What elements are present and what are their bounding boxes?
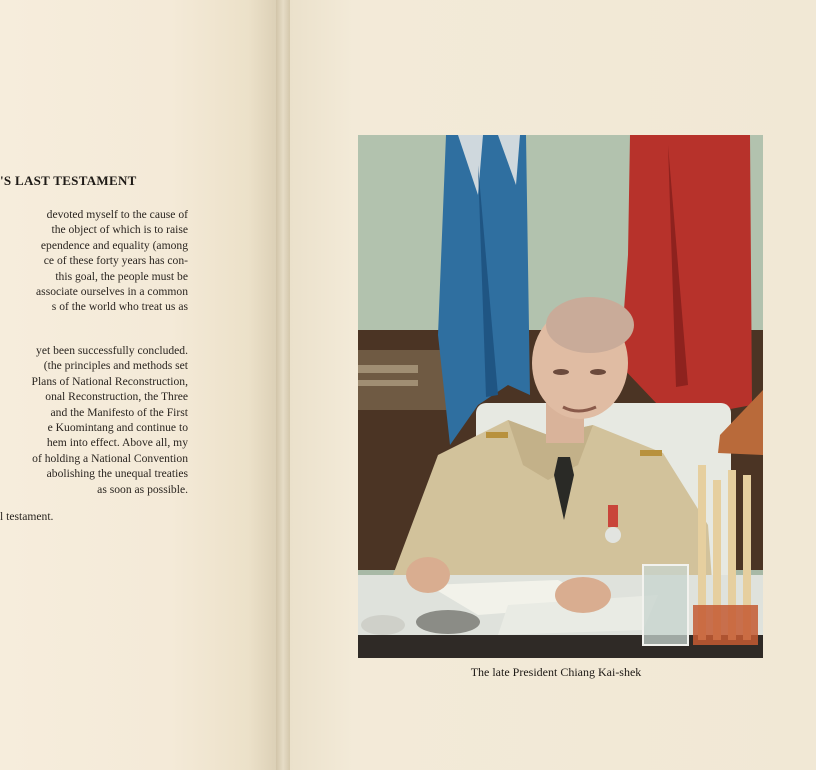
text-line: ce of these forty years has con- xyxy=(43,254,188,268)
text-line: associate ourselves in a common xyxy=(36,284,188,298)
portrait-photo xyxy=(358,135,763,658)
testament-heading: 'S LAST TESTAMENT xyxy=(0,173,137,188)
text-line: onal Reconstruction, the Three xyxy=(45,390,188,404)
text-line: s of the world who treat us as xyxy=(51,300,188,314)
text-line: this goal, the people must be xyxy=(55,269,188,283)
testament-paragraph-2 xyxy=(0,343,188,497)
text-line: l testament. xyxy=(0,510,54,523)
text-line: of holding a National Convention xyxy=(32,451,188,465)
photo-caption: The late President Chiang Kai-shek xyxy=(470,665,642,679)
text-line: ependence and equality (among xyxy=(40,238,188,252)
text-line: Plans of National Reconstruction, xyxy=(31,374,188,388)
text-line: abolishing the unequal treaties xyxy=(46,467,188,481)
text-line: e Kuomintang and continue to xyxy=(47,420,188,434)
text-line: and the Manifesto of the First xyxy=(50,405,188,419)
testament-paragraph-1 xyxy=(0,207,188,315)
left-page xyxy=(0,0,282,770)
portrait-illustration xyxy=(358,135,763,658)
testament-paragraph-3 xyxy=(0,509,188,524)
text-line: hem into effect. Above all, my xyxy=(46,436,188,450)
text-line: (the principles and methods set xyxy=(43,359,188,373)
text-line: as soon as possible. xyxy=(97,482,188,496)
text-line: devoted myself to the cause of xyxy=(46,208,188,221)
text-line: the object of which is to raise xyxy=(51,223,188,237)
text-line: yet been successfully concluded. xyxy=(36,344,188,357)
